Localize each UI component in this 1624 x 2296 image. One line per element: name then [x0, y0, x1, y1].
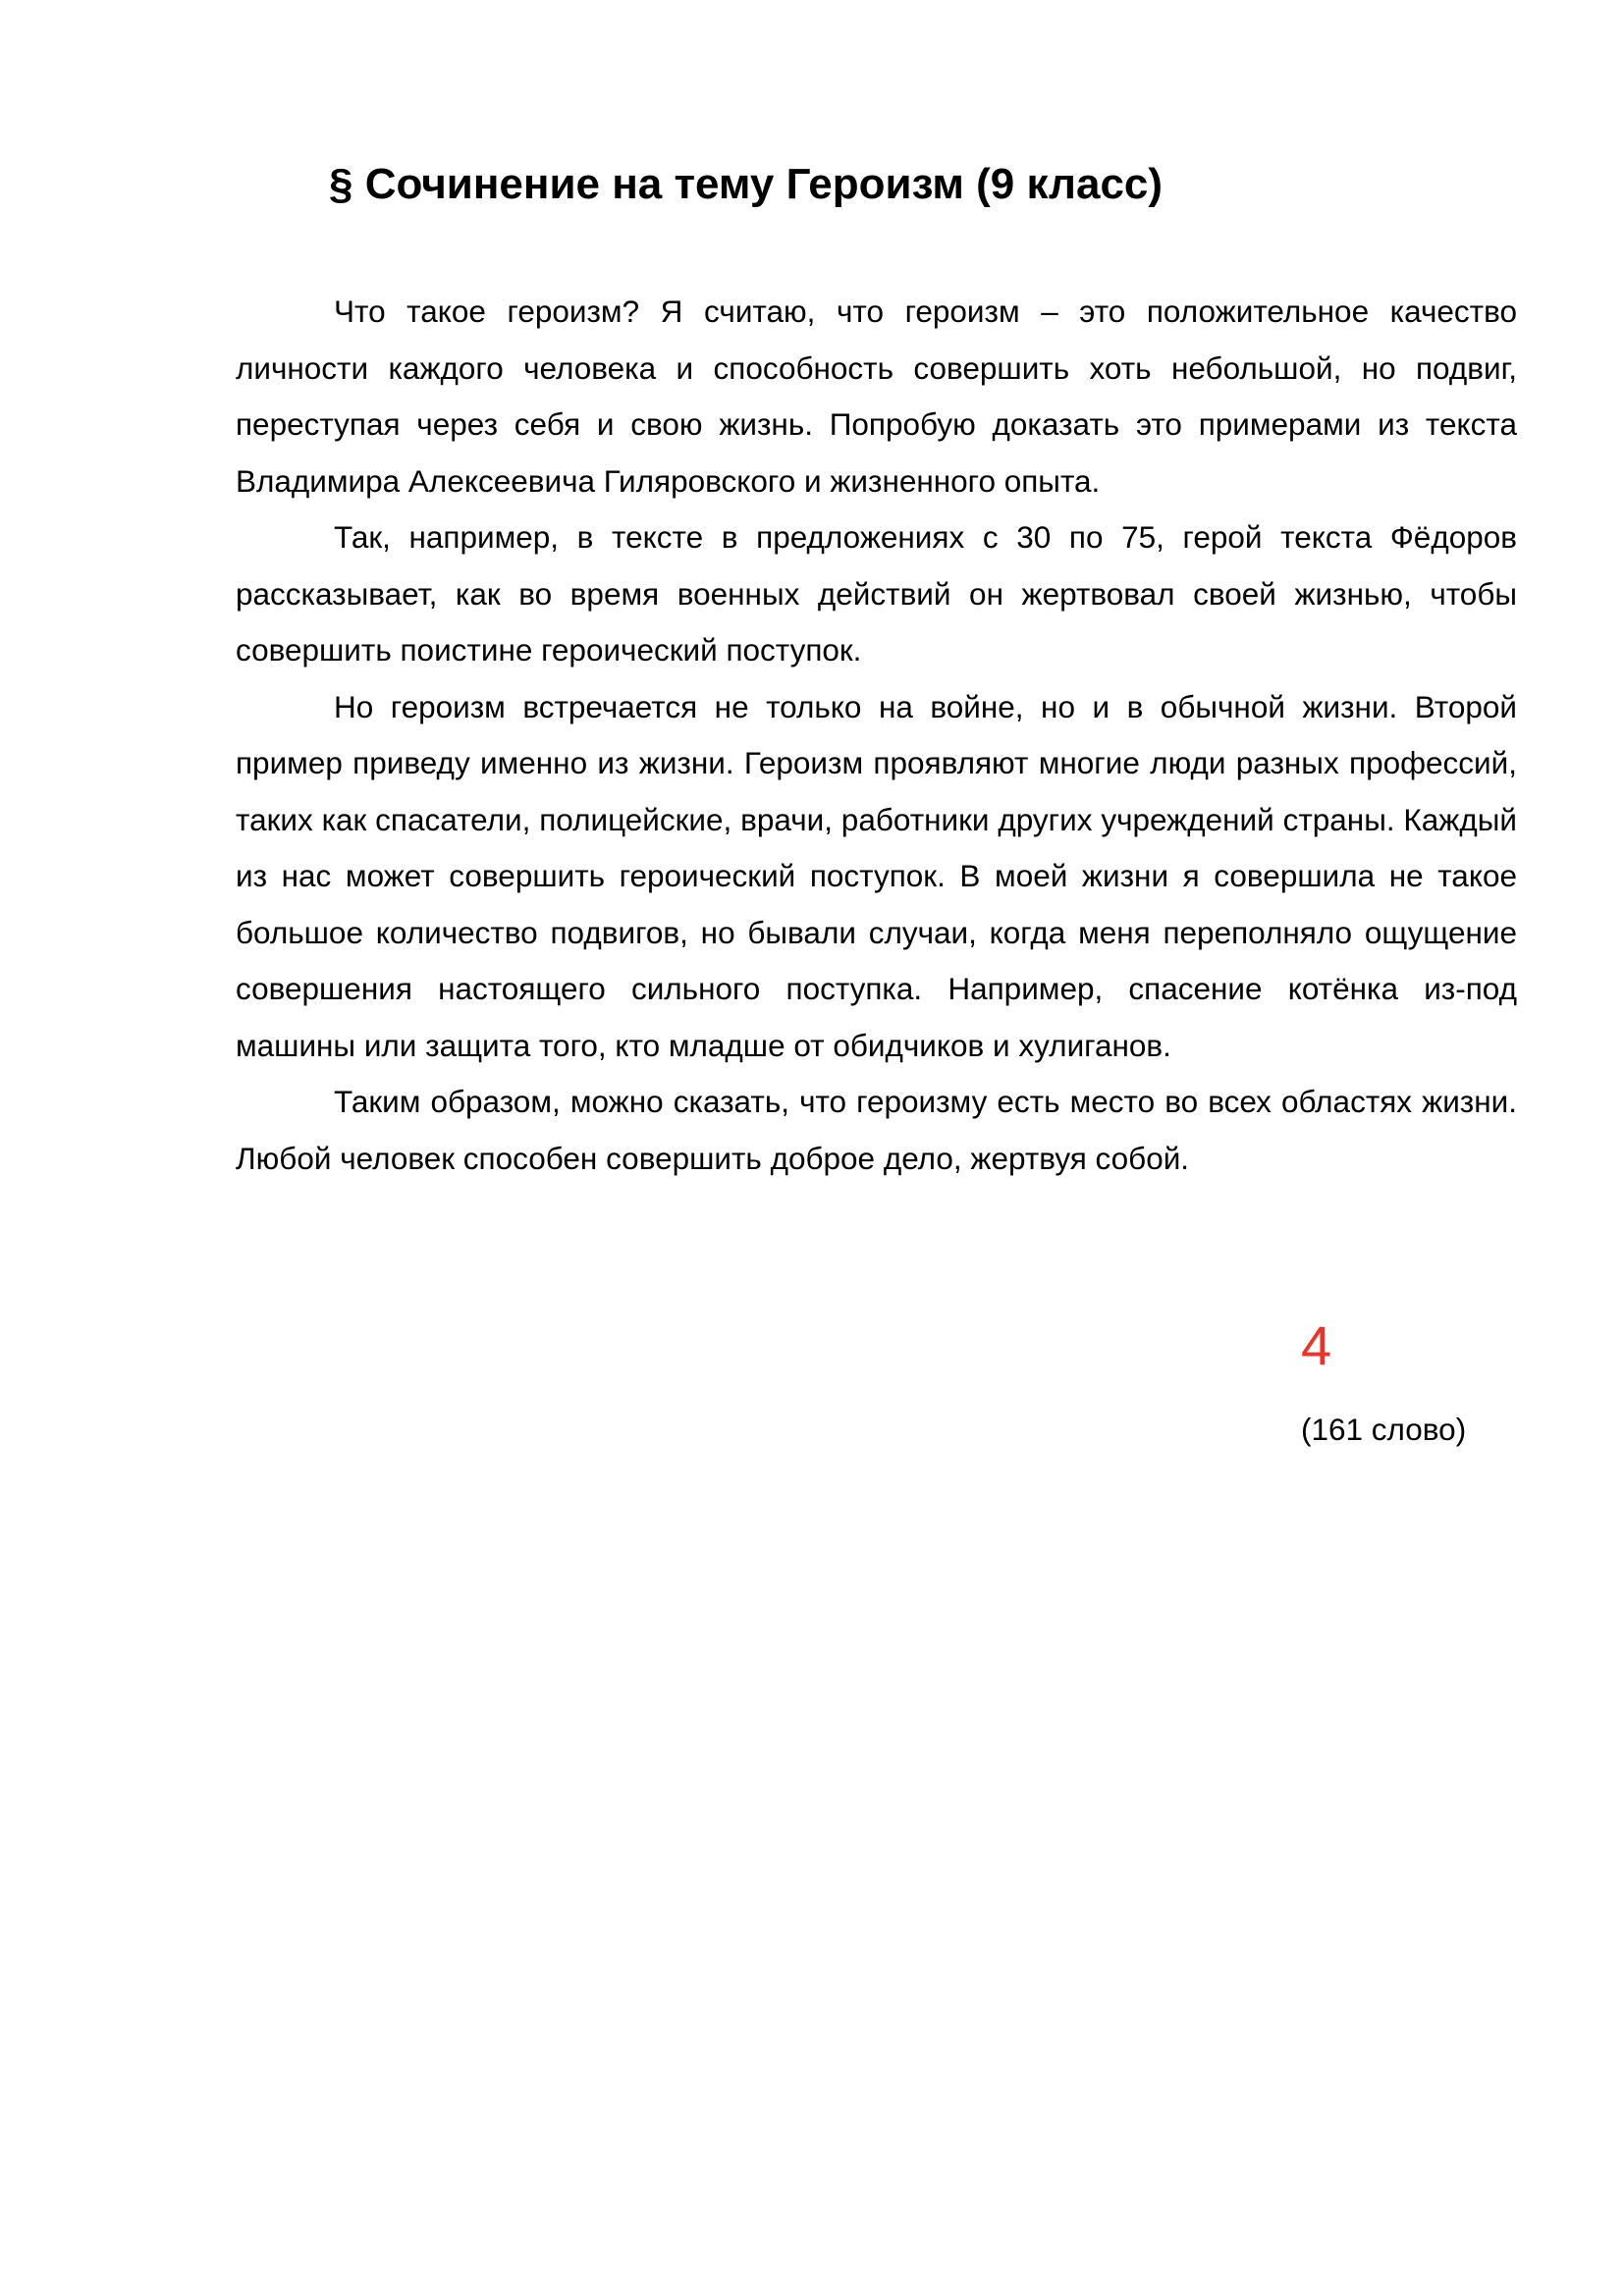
word-count: (161 слово): [1301, 1412, 1467, 1447]
essay-paragraph-4: Таким образом, можно сказать, что героизму есть место во всех областях жизни. Любой человек способен совершить доброе дело, жертвуя собой.: [236, 1084, 1517, 1176]
essay-paragraph-1: Что такое героизм? Я считаю, что героизм – это положительное качество личности каждого человека и способность совершить хоть небольшой, но подвиг, переступая через себя и свою жизнь. Попробую доказать это примерами из текста Владимира Алексеевича Гиляровского и жизненного опыта.: [236, 294, 1517, 499]
essay-title: § Сочинение на тему Героизм (9 класс): [329, 160, 1164, 208]
grade-mark: 4: [1301, 1314, 1332, 1376]
essay-body: [236, 284, 1517, 1187]
essay-paragraph-3: Но героизм встречается не только на войне, но и в обычной жизни. Второй пример приведу именно из жизни. Героизм проявляют многие люди разных профессий, таких как спасатели, полицейские, врачи, работники других учреждений страны. Каждый из нас может совершить героический поступок. В моей жизни я совершила не такое большое количество подвигов, но бывали случаи, когда меня переполняло ощущение совершения настоящего сильного поступка. Например, спасение котёнка из-под машины или защита того, кто младше от обидчиков и хулиганов.: [236, 688, 1517, 1063]
essay-paragraph-2: Так, например, в тексте в предложениях с 30 по 75, герой текста Фёдоров рассказывает, как во время военных действий он жертвовал своей жизнью, чтобы совершить поистине героический поступок.: [236, 519, 1517, 667]
